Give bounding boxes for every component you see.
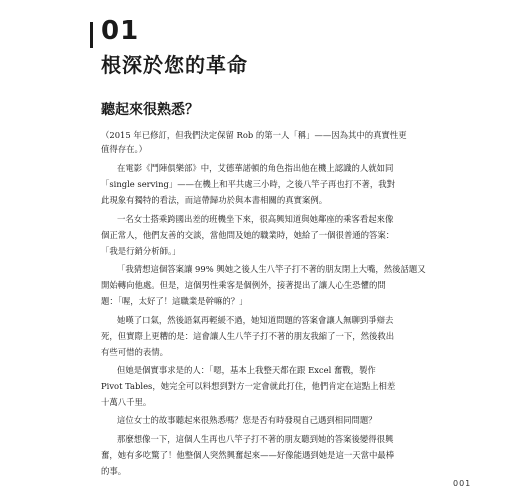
paragraph-5-line-1: 但她是個實事求是的人：「嗯，基本上我整天都在跟 Excel 奮戰，製作 bbox=[117, 365, 376, 375]
paragraph-5-line-3: 十萬八千里。 bbox=[101, 397, 152, 407]
paragraph-6-line-1: 這位女士的故事聽起來很熟悉嗎？您是否有時發現自己遇到相同問題？ bbox=[117, 415, 377, 425]
chapter-marker-bar bbox=[90, 22, 93, 48]
section-heading: 聽起來很熟悉？ bbox=[101, 102, 199, 118]
paragraph-3-line-3: 題：「喔，太好了！這職業是幹嘛的？」 bbox=[101, 296, 248, 306]
revision-note-line: 值得存在。） bbox=[101, 144, 148, 154]
paragraph-2-line-1: 一名女士搭乘跨國出差的班機坐下來，很高興知道與她鄰座的乘客看起來像 bbox=[117, 214, 394, 224]
paragraph-3-line-1: 「我猜想這個答案讓 99% 興她之後人生八竿子打不著的朋友閉上大嘴，然後話題又 bbox=[117, 264, 426, 274]
paragraph-4-line-1: 她嘆了口氣，然後語氣再輕緩不過，她知道問題的答案會讓人無聊到爭辯去 bbox=[117, 315, 394, 325]
paragraph-2-line-3: 「我是行銷分析師。」 bbox=[101, 246, 181, 256]
page-number: 001 bbox=[453, 479, 472, 488]
paragraph-3-line-2: 開始轉向他處。但是，這個男性乘客是個例外，接著提出了讓人心生恐懼的問 bbox=[101, 280, 386, 290]
chapter-title: 根深於您的革命 bbox=[101, 53, 248, 77]
paragraph-7-line-3: 的事。 bbox=[101, 466, 127, 476]
chapter-number: 01 bbox=[101, 16, 140, 46]
paragraph-7-line-2: 奮，她有多吃驚了！他整個人突然興奮起來——好像能遇到她是這一天當中最棒 bbox=[101, 450, 395, 460]
paragraph-1-line-2: 「single serving」——在機上和平共處三小時，之後八竿子再也打不著，我對 bbox=[101, 179, 395, 189]
paragraph-1-line-1: 在電影《鬥陣俱樂部》中，艾德華諾頓的角色指出他在機上認識的人就如同 bbox=[117, 163, 394, 173]
paragraph-4-line-2: 死，但實際上更糟的是：這會讓人生八竿子打不著的朋友我縮了一下，然後救出 bbox=[101, 331, 395, 341]
paragraph-2-line-2: 個正常人，他們友善的交談，當他問及她的職業時，她給了一個很普通的答案： bbox=[101, 230, 395, 240]
paragraph-5-line-2: Pivot Tables，她完全可以料想到對方一定會就此打住，他們肯定在這點上相差 bbox=[101, 381, 396, 391]
paragraph-7-line-1: 那麼想像一下，這個人生再也八竿子打不著的朋友聽到她的答案後變得很興 bbox=[117, 434, 394, 444]
revision-note-line: （2015 年已修訂，但我們決定保留 Rob 的第一人「稱」——因為其中的真實性更 bbox=[101, 130, 407, 140]
paragraph-4-line-3: 有些可惜的表情。 bbox=[101, 347, 168, 357]
paragraph-1-line-3: 此現象有獨特的看法，而這帶歸功於與本書相關的真實案例。 bbox=[101, 195, 328, 205]
